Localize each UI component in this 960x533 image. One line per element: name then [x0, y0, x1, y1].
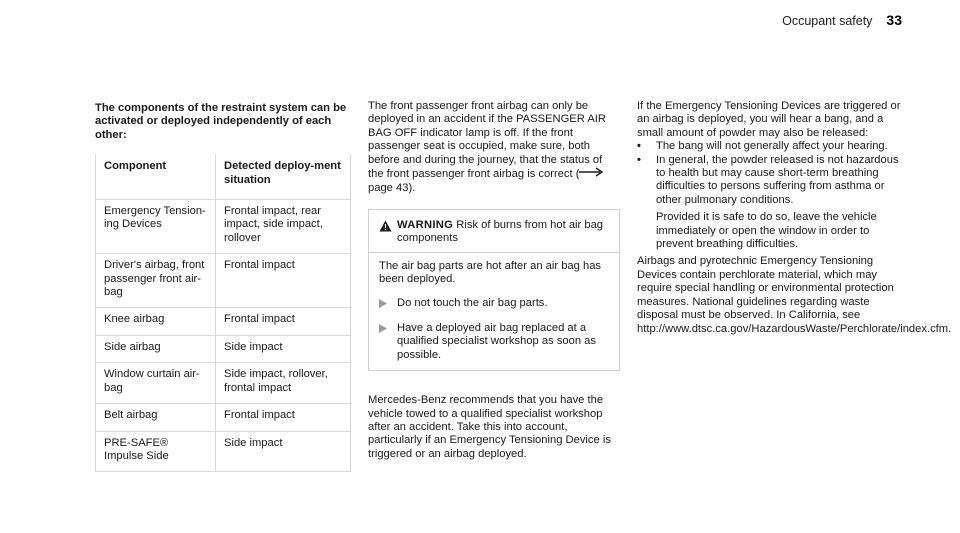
table-row	[96, 404, 351, 431]
warning-step	[379, 297, 611, 312]
table-cell: Side impact, rollover, frontal impact	[216, 363, 351, 404]
warning-step-text: Do not touch the air bag parts.	[397, 296, 548, 309]
warning-header	[369, 210, 619, 253]
bullet-icon: •	[637, 140, 641, 153]
table-row	[96, 363, 351, 404]
perchlorate-paragraph: Airbags and pyrotechnic Emergency Tensioning Devices contain perchlorate material, which may require special handling or environmental protection measures. National guidelines regarding waste disposal must be observed. In California, see http://www.dtsc.ca.gov/HazardousWaste/Perchlorate/index.cfm.	[637, 255, 952, 335]
table-row	[96, 335, 351, 362]
warning-description: The air bag parts are hot after an air bag has been deployed.	[379, 259, 602, 286]
table-cell: Side impact	[216, 335, 351, 362]
table-cell: PRE-SAFE® Impulse Side	[96, 431, 216, 472]
towing-paragraph: Mercedes-Benz recommends that you have the vehicle towed to a qualified specialist workshop after an accident. Take this into account, particularly if an Emergency Tensioning Device is triggered or an airbag deployed.	[368, 394, 611, 460]
component-table	[96, 154, 351, 472]
table-header-row	[96, 154, 351, 199]
table-row	[96, 308, 351, 335]
table-cell: Driver's airbag, front passenger front air-bag	[96, 254, 216, 308]
bullet-note: Provided it is safe to do so, leave the vehicle immediately or open the window in order to prevent breathing difficulties.	[656, 211, 877, 251]
airbag-status-text: The front passenger front airbag can only be deployed in an accident if the PASSENGER AIR BAG OFF indicator lamp is off. If the front passenger seat is occupied, make sure, both before and during the journey, that the status of the front passenger front airbag is correct (	[368, 100, 606, 181]
table-cell: Side impact	[216, 431, 351, 472]
long-arrow-icon	[579, 167, 605, 181]
warning-text	[397, 219, 611, 246]
warning-label: WARNING	[397, 219, 454, 231]
list-item	[637, 140, 907, 153]
header-deployment: Detected deploy-ment situation	[224, 160, 341, 186]
section-title: Occupant safety	[782, 14, 873, 28]
bullet-icon: •	[637, 153, 641, 166]
header-component: Component	[96, 154, 216, 199]
table-cell: Frontal impact	[216, 308, 351, 335]
table-row	[96, 200, 351, 254]
page-header	[782, 12, 902, 28]
table-intro: The components of the restraint system can be activated or deployed independently of each other:	[95, 102, 347, 141]
component-table-wrapper	[95, 154, 350, 472]
column-left	[95, 100, 350, 472]
warning-body	[369, 253, 619, 370]
warning-step-text: Have a deployed air bag replaced at a qualified specialist workshop as soon as possible.	[397, 322, 596, 361]
deployment-bullets	[637, 140, 907, 207]
table-cell: Frontal impact	[216, 404, 351, 431]
page-number: 33	[886, 12, 902, 28]
table-cell: Frontal impact, rear impact, side impact, rollover	[216, 200, 351, 254]
table-cell: Side airbag	[96, 335, 216, 362]
warning-step	[379, 322, 611, 362]
bullet-text: In general, the powder released is not hazardous to health but may cause short-term breathing difficulties to persons suffering from asthma or other pulmonary conditions.	[656, 153, 899, 206]
table-cell: Window curtain air-bag	[96, 363, 216, 404]
play-arrow-icon	[379, 324, 387, 362]
warning-box	[368, 209, 620, 371]
table-cell: Knee airbag	[96, 308, 216, 335]
deployment-paragraph: If the Emergency Tensioning Devices are triggered or an airbag is deployed, you will hear a bang, and a small amount of powder may also be released:	[637, 100, 901, 139]
table-row	[96, 431, 351, 472]
warning-title: Risk of burns from hot air bag components	[397, 219, 604, 245]
table-cell: Belt airbag	[96, 404, 216, 431]
bullet-text: The bang will not generally affect your hearing.	[656, 140, 888, 153]
page-reference-link[interactable]: page 43).	[368, 181, 416, 194]
table-cell: Emergency Tension-ing Devices	[96, 200, 216, 254]
warning-triangle-icon	[379, 220, 392, 246]
column-right	[637, 100, 952, 336]
play-arrow-icon	[379, 299, 387, 312]
table-cell: Frontal impact	[216, 254, 351, 308]
list-item	[637, 154, 907, 208]
table-row	[96, 254, 351, 308]
airbag-status-paragraph	[368, 100, 618, 195]
column-middle	[368, 100, 618, 461]
